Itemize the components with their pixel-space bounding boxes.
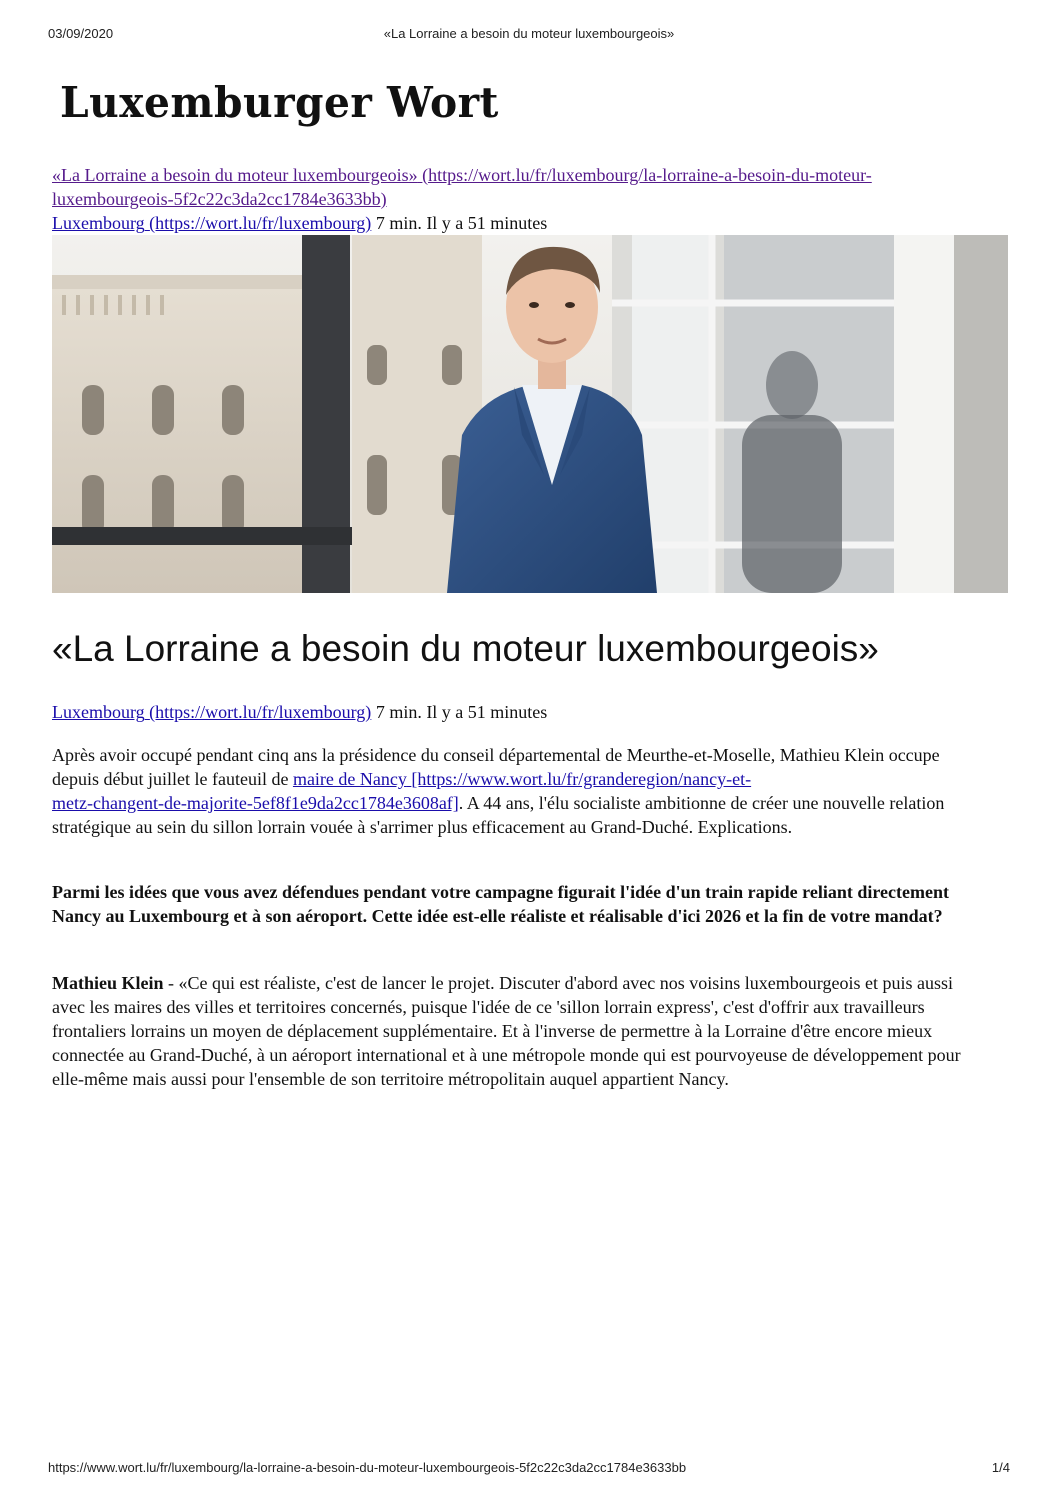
interview-question: Parmi les idées que vous avez défendues pendant votre campagne figurait l'idée d'un train rapide reliant directement Nancy au Luxembourg et à son aéroport. Cette idée est-elle réaliste et réalisable d'ici 2026 et la fin de votre mandat? [52, 882, 949, 926]
section-link-2[interactable]: Luxembourg (https://wort.lu/fr/luxembourg) [52, 702, 372, 722]
interview-answer: Mathieu Klein - «Ce qui est réaliste, c'est de lancer le projet. Discuter d'abord avec nos voisins luxembourgeois et puis aussi avec les maires des villes et territoires concernés, puisque l'idée de ce 'sillon lorrain express', c'est d'offrir aux travailleurs frontaliers lorrains un moyen de déplacement supplémentaire. Et à l'inverse de permettre à la Lorraine d'être encore mieux connectée au Grand-Duché, à un aéroport international et à une métropole monde qui est pourvoyeuse de développement pour elle-même mais aussi pour l'ensemble de son territoire métropolitain auquel appartient Nancy. [52, 973, 961, 1089]
print-url: https://www.wort.lu/fr/luxembourg/la-lorraine-a-besoin-du-moteur-luxembourgeois-5f2c22c3da2cc1784e3633bb [48, 1460, 687, 1475]
print-header [0, 26, 1058, 44]
page-number: 1/4 [991, 1460, 1010, 1475]
article-meta [52, 700, 547, 724]
speaker-name: Mathieu Klein [52, 973, 164, 993]
article-source-link[interactable] [52, 163, 992, 211]
article-photo [52, 235, 1008, 593]
article-headline: «La Lorraine a besoin du moteur luxembourgeois» [52, 628, 879, 669]
print-date: 03/09/2020 [48, 26, 114, 41]
read-time-2: 7 min. Il y a 51 minutes [375, 702, 548, 722]
intro-paragraph: Après avoir occupé pendant cinq ans la présidence du conseil départemental de Meurthe-et-Moselle, Mathieu Klein occupe depuis début juillet le fauteuil de maire de Nancy [https://www.wort.lu/fr/granderegion/nancy-et- metz-changent-de-majorite-5ef8f1e9da2cc1784e3608af]. A 44 ans, l'élu socialiste ambitionne de créer une nouvelle relation stratégique au sein du sillon lorrain vouée à s'arrimer plus efficacement au Grand-Duché. Explications. [52, 745, 945, 837]
section-link[interactable]: Luxembourg (https://wort.lu/fr/luxembourg) [52, 213, 372, 233]
print-title: «La Lorraine a besoin du moteur luxembourgeois» [383, 26, 675, 41]
read-time: 7 min. Il y a 51 minutes [375, 213, 548, 233]
maire-de-nancy-link[interactable]: maire de Nancy [https://www.wort.lu/fr/granderegion/nancy-et- metz-changent-de-majorite-5ef8f1e9da2cc1784e3608af] [52, 769, 752, 813]
article-meta-top [52, 211, 547, 235]
print-footer [0, 1460, 1058, 1478]
portrait-photo-icon [52, 235, 1008, 593]
newspaper-logo[interactable]: Luxemburger Wort [60, 78, 499, 127]
article-title-link[interactable]: «La Lorraine a besoin du moteur luxembourgeois» (https://wort.lu/fr/luxembourg/la-lorraine-a-besoin-du-moteur- luxembourgeois-5f2c22c3da2cc1784e3633bb) [52, 165, 872, 209]
